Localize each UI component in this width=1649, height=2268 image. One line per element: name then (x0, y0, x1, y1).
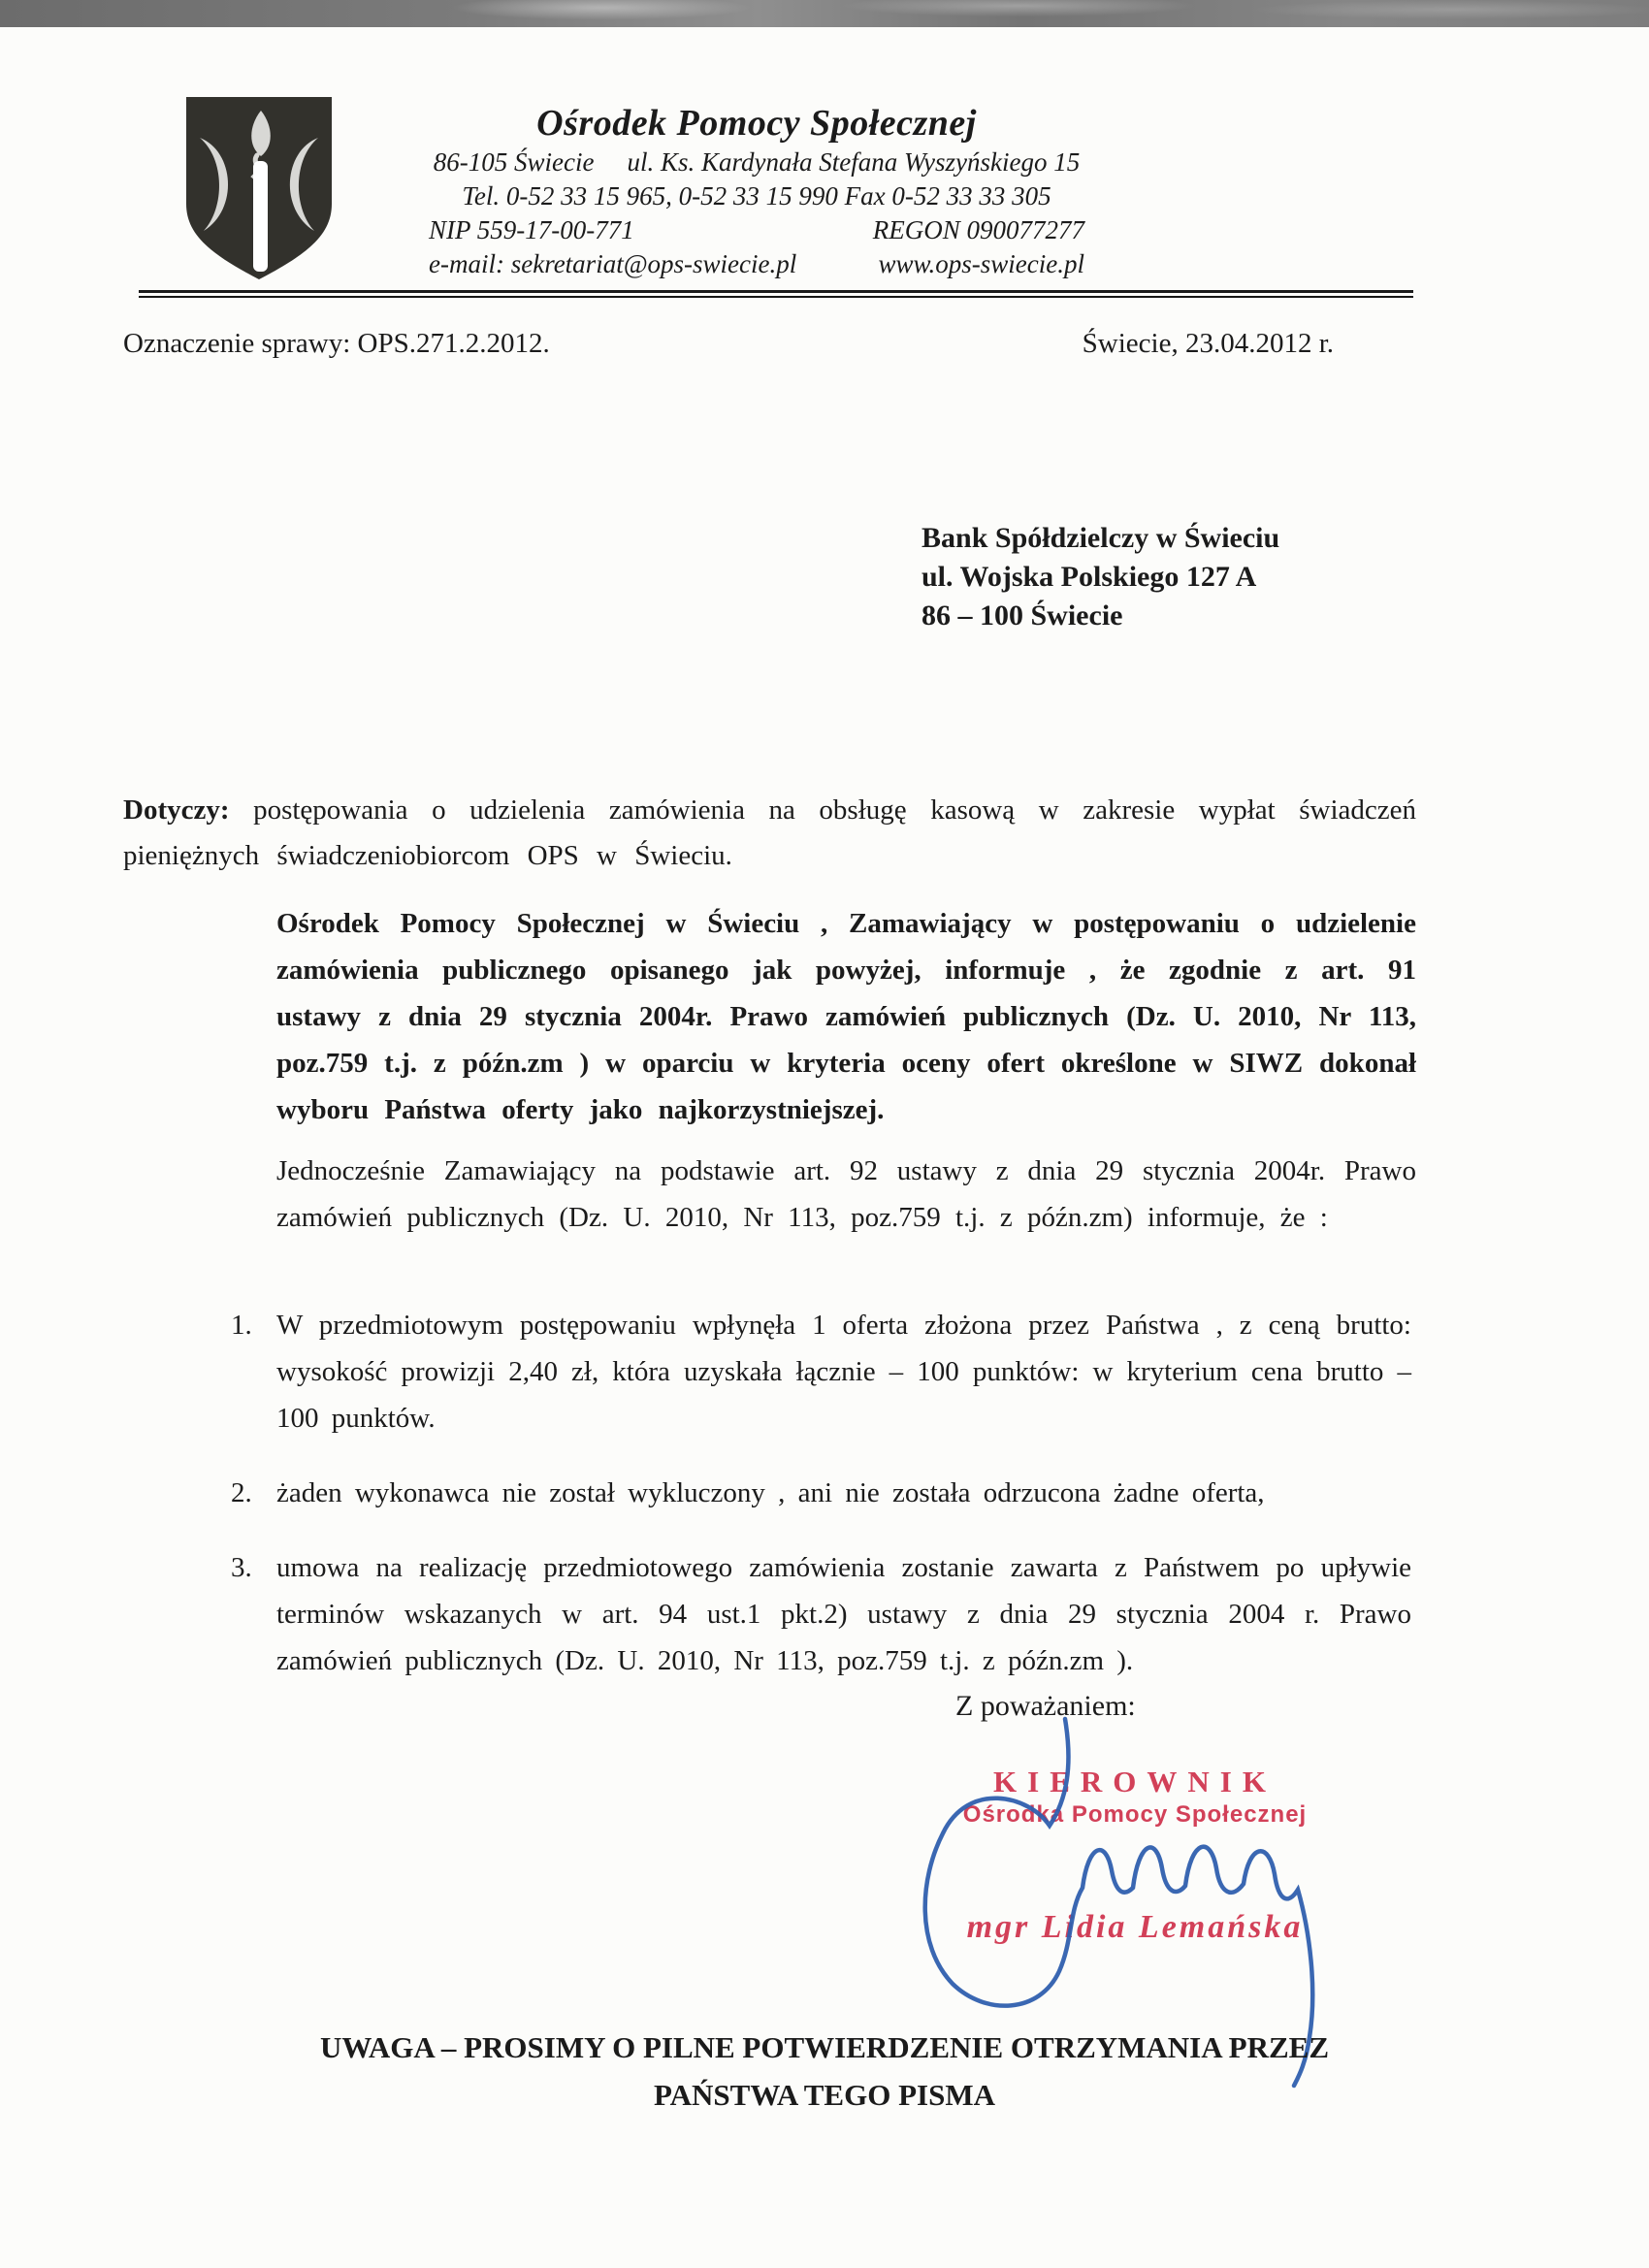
letterhead (349, 101, 1164, 281)
salutation: Z poważaniem: (955, 1690, 1136, 1722)
list-item (231, 1302, 1411, 1442)
footer-line-1: UWAGA – PROSIMY O PILNE POTWIERDZENIE OTRZYMANIA PRZEZ (319, 2030, 1330, 2064)
org-email: e-mail: sekretariat@ops-swiecie.pl (429, 249, 797, 278)
org-contact-row (349, 247, 1164, 281)
coat-of-arms-icon (182, 95, 336, 281)
org-regon: REGON 090077277 (872, 215, 1084, 244)
item-text: umowa na realizację przedmiotowego zamówienia zostanie zawarta z Państwem po upływie terminów wskazanych w art. 94 ust.1 pkt.2) ustawy z dnia 29 stycznia 2004 r. Prawo zamówień publicznych (Dz. U. 2010, Nr 113, poz.759 t.j. z późn.zm ). (276, 1552, 1411, 1676)
item-text: W przedmiotowym postępowaniu wpłynęła 1 oferta złożona przez Państwa , z ceną brutto: wysokość prowizji 2,40 zł, która uzyskała łącznie – 100 punktów: w kryterium cena brutto – 100 punktów. (276, 1310, 1411, 1434)
item-number: 3. (231, 1552, 252, 1583)
footer-warning (0, 2024, 1649, 2119)
org-website: www.ops-swiecie.pl (878, 249, 1084, 278)
body-paragraph-1: Ośrodek Pomocy Społecznej w Świeciu , Zamawiający w postępowaniu o udzielenie zamówienia publicznego opisanego jak powyżej, informuje , że zgodnie z art. 91 ustawy z dnia 29 stycznia 2004r. Prawo zamówień publicznych (Dz. U. 2010, Nr 113, poz.759 t.j. z późn.zm ) w oparciu w kryteria oceny ofert określone w SIWZ dokonał wyboru Państwa oferty jako najkorzystniejszej. (276, 908, 1416, 1125)
item-number: 1. (231, 1310, 252, 1341)
org-phone: Tel. 0-52 33 15 965, 0-52 33 15 990 Fax 0-52 33 33 305 (462, 181, 1051, 211)
item-number: 2. (231, 1477, 252, 1508)
stamp-title: KIEROWNIK (993, 1765, 1277, 1798)
recipient-postal-city: 86 – 100 Świecie (922, 599, 1123, 632)
body-paragraph-2: Jednocześnie Zamawiający na podstawie art. 92 ustawy z dnia 29 stycznia 2004r. Prawo zamówień publicznych (Dz. U. 2010, Nr 113, poz.759 t.j. z późn.zm) informuje, że : (276, 1155, 1416, 1233)
scanner-artifact-band (0, 0, 1649, 27)
subject-paragraph (123, 788, 1416, 879)
footer-line-2: PAŃSTWA TEGO PISMA (654, 2078, 995, 2112)
org-registry-row (349, 213, 1164, 247)
case-number: Oznaczenie sprawy: OPS.271.2.2012. (123, 328, 550, 359)
org-nip: NIP 559-17-00-771 (429, 215, 634, 244)
recipient-name: Bank Spółdzielczy w Świeciu (922, 522, 1280, 554)
reference-row (123, 328, 1334, 360)
numbered-list (231, 1302, 1411, 1712)
org-address (349, 146, 1164, 179)
subject-text: postępowania o udzielenia zamówienia na obsługę kasową w zakresie wypłat świadczeń pieniężnych świadczeniobiorcom OPS w Świeciu. (123, 794, 1417, 871)
subject-label: Dotyczy: (123, 794, 230, 826)
list-item (231, 1544, 1411, 1684)
header-divider (139, 290, 1413, 298)
org-name: Ośrodek Pomocy Społecznej (536, 103, 977, 144)
item-text: żaden wykonawca nie został wykluczony , ani nie została odrzucona żadne oferta, (276, 1477, 1265, 1508)
list-item (231, 1470, 1411, 1516)
stamp-subtitle: Ośrodka Pomocy Społecznej (962, 1801, 1308, 1828)
org-address-street: ul. Ks. Kardynała Stefana Wyszyńskiego 15 (627, 147, 1081, 177)
stamp-name: mgr Lidia Lemańska (966, 1909, 1304, 1945)
org-address-city: 86-105 Świecie (433, 147, 595, 177)
recipient-street: ul. Wojska Polskiego 127 A (922, 561, 1257, 593)
recipient-block (922, 519, 1279, 635)
place-date: Świecie, 23.04.2012 r. (1082, 328, 1334, 359)
